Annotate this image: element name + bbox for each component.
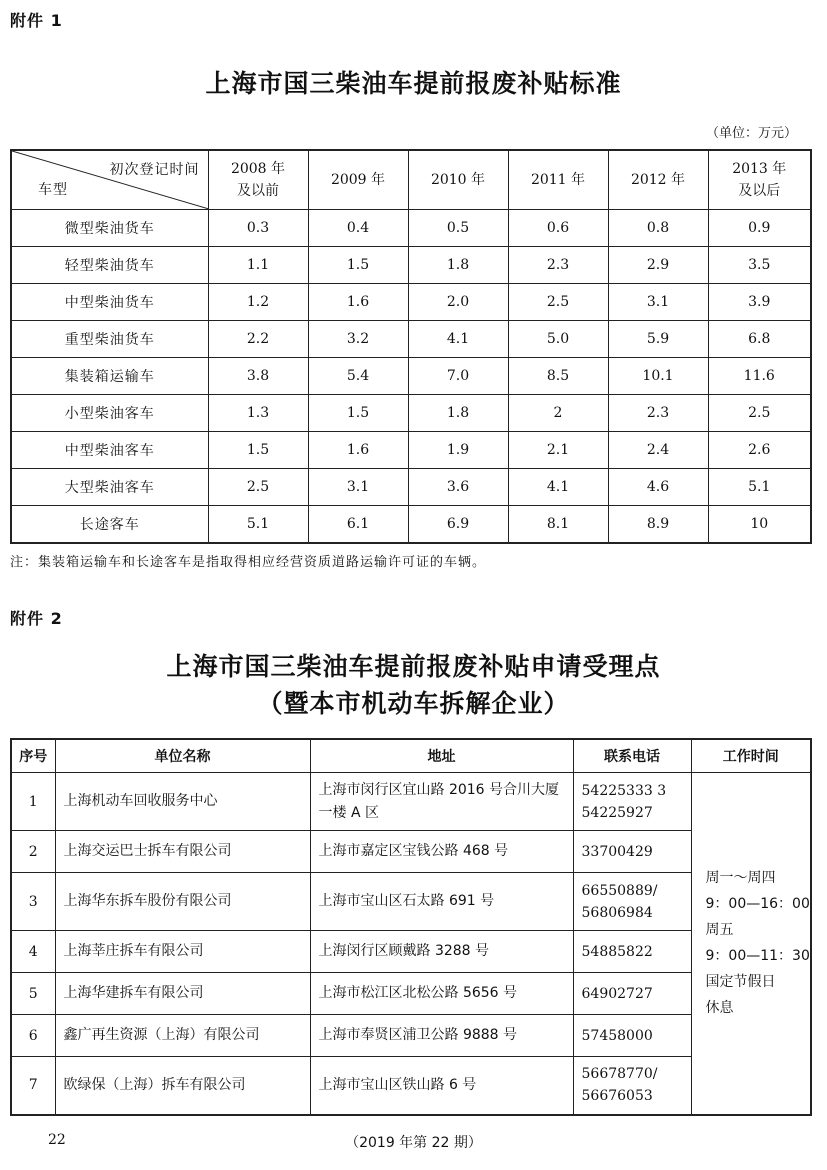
subsidy-value-cell: 1.6 xyxy=(308,432,408,469)
year-header-line: 2008 年 xyxy=(230,161,286,177)
subsidy-value-cell: 3.2 xyxy=(308,321,408,358)
subsidy-value-cell: 8.1 xyxy=(508,506,608,544)
subsidy-value-cell: 0.8 xyxy=(608,210,708,247)
subsidy-value-cell: 3.1 xyxy=(608,284,708,321)
header-vehicle-type: 车型 xyxy=(38,182,68,198)
company-name-cell: 上海交运巴士拆车有限公司 xyxy=(55,831,310,873)
header-company-name: 单位名称 xyxy=(55,739,310,773)
subsidy-value-cell: 2.6 xyxy=(708,432,811,469)
phone-number: 56806984 xyxy=(581,904,653,921)
phone-cell xyxy=(573,1057,691,1115)
phone-number: 54885822 xyxy=(581,943,653,960)
vehicle-type-cell: 中型柴油客车 xyxy=(11,432,208,469)
address-cell: 上海市嘉定区宝钱公路 468 号 xyxy=(310,831,573,873)
phone-number: 56678770/ xyxy=(581,1066,658,1083)
subsidy-value-cell: 0.3 xyxy=(208,210,308,247)
phone-cell xyxy=(573,773,691,831)
address-cell: 上海闵行区顾戴路 3288 号 xyxy=(310,931,573,973)
table-row xyxy=(11,432,811,469)
seq-cell: 6 xyxy=(11,1015,55,1057)
address-cell: 上海市闵行区宜山路 2016 号合川大厦一楼 A 区 xyxy=(310,773,573,831)
attachment2-label: 附件 2 xyxy=(10,609,63,628)
subsidy-value-cell: 5.1 xyxy=(208,506,308,544)
seq-cell: 7 xyxy=(11,1057,55,1115)
attachment2-subtitle: （暨本市机动车拆解企业） xyxy=(257,689,570,718)
working-hours-line: 9：00—16：00 xyxy=(705,896,810,913)
table-row xyxy=(11,284,811,321)
phone-cell xyxy=(573,873,691,931)
subsidy-value-cell: 2.4 xyxy=(608,432,708,469)
subsidy-value-cell: 0.5 xyxy=(408,210,508,247)
working-hours-line: 9：00—11：30 xyxy=(705,948,810,965)
seq-cell: 4 xyxy=(11,931,55,973)
subsidy-value-cell: 2.3 xyxy=(608,395,708,432)
table-row xyxy=(11,247,811,284)
vehicle-type-cell: 大型柴油客车 xyxy=(11,469,208,506)
table-row xyxy=(11,506,811,544)
attachment2-title: 上海市国三柴油车提前报废补贴申请受理点 xyxy=(166,652,661,681)
subsidy-value-cell: 5.1 xyxy=(708,469,811,506)
phone-number: 56676053 xyxy=(581,1088,653,1105)
subsidy-standard-table xyxy=(10,149,812,544)
seq-cell: 5 xyxy=(11,973,55,1015)
table-row xyxy=(11,210,811,247)
phone-number: 57458000 xyxy=(581,1027,653,1044)
subsidy-value-cell: 3.9 xyxy=(708,284,811,321)
subsidy-value-cell: 2.3 xyxy=(508,247,608,284)
vehicle-type-cell: 轻型柴油货车 xyxy=(11,247,208,284)
working-hours-cell xyxy=(691,773,811,1115)
year-header-line: 及以后 xyxy=(738,183,781,199)
seq-cell: 1 xyxy=(11,773,55,831)
seq-cell: 3 xyxy=(11,873,55,931)
unit-label: （单位：万元） xyxy=(705,126,797,141)
subsidy-value-cell: 1.5 xyxy=(308,395,408,432)
vehicle-type-cell: 集装箱运输车 xyxy=(11,358,208,395)
year-header-line: 2013 年 xyxy=(732,161,787,177)
table-header-row xyxy=(11,739,811,773)
table-row xyxy=(11,773,811,831)
subsidy-value-cell: 3.6 xyxy=(408,469,508,506)
year-header-line: 2010 年 xyxy=(430,172,486,188)
header-registration-time: 初次登记时间 xyxy=(109,162,200,178)
phone-number: 54225927 xyxy=(581,804,653,821)
year-header-cell xyxy=(208,150,308,210)
subsidy-value-cell: 1.1 xyxy=(208,247,308,284)
subsidy-value-cell: 2 xyxy=(508,395,608,432)
subsidy-value-cell: 4.6 xyxy=(608,469,708,506)
table-note: 注：集装箱运输车和长途客车是指取得相应经营资质道路运输许可证的车辆。 xyxy=(10,555,487,570)
phone-cell xyxy=(573,931,691,973)
subsidy-value-cell: 2.2 xyxy=(208,321,308,358)
working-hours-line: 休息 xyxy=(705,1000,734,1017)
subsidy-value-cell: 2.5 xyxy=(708,395,811,432)
subsidy-value-cell: 5.0 xyxy=(508,321,608,358)
diagonal-header-cell xyxy=(11,150,208,210)
working-hours-line: 国定节假日 xyxy=(705,974,776,991)
subsidy-value-cell: 6.1 xyxy=(308,506,408,544)
working-hours-line: 周五 xyxy=(705,922,734,939)
table-row xyxy=(11,358,811,395)
subsidy-value-cell: 1.8 xyxy=(408,247,508,284)
subsidy-value-cell: 0.9 xyxy=(708,210,811,247)
subsidy-value-cell: 10 xyxy=(708,506,811,544)
attachment1-label: 附件 1 xyxy=(10,11,63,30)
subsidy-value-cell: 1.9 xyxy=(408,432,508,469)
year-header-cell xyxy=(708,150,811,210)
company-name-cell: 上海华建拆车有限公司 xyxy=(55,973,310,1015)
year-header-cell xyxy=(408,150,508,210)
year-header-line: 2011 年 xyxy=(530,172,586,188)
subsidy-value-cell: 6.8 xyxy=(708,321,811,358)
company-name-cell: 上海华东拆车股份有限公司 xyxy=(55,873,310,931)
subsidy-value-cell: 1.3 xyxy=(208,395,308,432)
subsidy-value-cell: 8.9 xyxy=(608,506,708,544)
subsidy-value-cell: 11.6 xyxy=(708,358,811,395)
subsidy-value-cell: 1.5 xyxy=(208,432,308,469)
phone-cell xyxy=(573,973,691,1015)
subsidy-value-cell: 2.5 xyxy=(508,284,608,321)
company-name-cell: 欧绿保（上海）拆车有限公司 xyxy=(55,1057,310,1115)
table-row xyxy=(11,321,811,358)
company-name-cell: 上海莘庄拆车有限公司 xyxy=(55,931,310,973)
year-header-cell xyxy=(308,150,408,210)
address-cell: 上海市奉贤区浦卫公路 9888 号 xyxy=(310,1015,573,1057)
working-hours-line: 周一～周四 xyxy=(705,870,776,887)
table-row xyxy=(11,395,811,432)
subsidy-value-cell: 8.5 xyxy=(508,358,608,395)
subsidy-value-cell: 6.9 xyxy=(408,506,508,544)
seq-cell: 2 xyxy=(11,831,55,873)
subsidy-value-cell: 7.0 xyxy=(408,358,508,395)
subsidy-value-cell: 1.6 xyxy=(308,284,408,321)
subsidy-value-cell: 0.6 xyxy=(508,210,608,247)
address-cell: 上海市松江区北松公路 5656 号 xyxy=(310,973,573,1015)
attachment1-title: 上海市国三柴油车提前报废补贴标准 xyxy=(205,69,622,98)
vehicle-type-cell: 长途客车 xyxy=(11,506,208,544)
vehicle-type-cell: 小型柴油客车 xyxy=(11,395,208,432)
subsidy-value-cell: 2.1 xyxy=(508,432,608,469)
subsidy-value-cell: 5.9 xyxy=(608,321,708,358)
subsidy-value-cell: 4.1 xyxy=(408,321,508,358)
year-header-line: 及以前 xyxy=(237,183,279,199)
acceptance-points-table xyxy=(10,738,812,1116)
phone-number: 54225333 3 xyxy=(581,782,667,799)
phone-cell xyxy=(573,831,691,873)
subsidy-value-cell: 3.5 xyxy=(708,247,811,284)
vehicle-type-cell: 重型柴油货车 xyxy=(11,321,208,358)
subsidy-value-cell: 2.9 xyxy=(608,247,708,284)
phone-number: 33700429 xyxy=(581,843,653,860)
company-name-cell: 鑫广再生资源（上海）有限公司 xyxy=(55,1015,310,1057)
table-row xyxy=(11,469,811,506)
year-header-line: 2012 年 xyxy=(630,172,686,188)
subsidy-value-cell: 5.4 xyxy=(308,358,408,395)
year-header-line: 2009 年 xyxy=(330,172,386,188)
subsidy-value-cell: 0.4 xyxy=(308,210,408,247)
subsidy-value-cell: 1.2 xyxy=(208,284,308,321)
table-header-row xyxy=(11,150,811,210)
header-phone: 联系电话 xyxy=(573,739,691,773)
subsidy-value-cell: 2.5 xyxy=(208,469,308,506)
year-header-cell xyxy=(608,150,708,210)
phone-number: 66550889/ xyxy=(581,882,658,899)
subsidy-value-cell: 3.1 xyxy=(308,469,408,506)
vehicle-type-cell: 微型柴油货车 xyxy=(11,210,208,247)
subsidy-value-cell: 1.5 xyxy=(308,247,408,284)
address-cell: 上海市宝山区石太路 691 号 xyxy=(310,873,573,931)
header-working-hours: 工作时间 xyxy=(691,739,811,773)
subsidy-value-cell: 10.1 xyxy=(608,358,708,395)
year-header-cell xyxy=(508,150,608,210)
page-number: 22 xyxy=(48,1132,66,1148)
vehicle-type-cell: 中型柴油货车 xyxy=(11,284,208,321)
company-name-cell: 上海机动车回收服务中心 xyxy=(55,773,310,831)
subsidy-value-cell: 1.8 xyxy=(408,395,508,432)
issue-label: （2019 年第 22 期） xyxy=(345,1135,482,1151)
subsidy-value-cell: 3.8 xyxy=(208,358,308,395)
subsidy-value-cell: 2.0 xyxy=(408,284,508,321)
phone-cell xyxy=(573,1015,691,1057)
subsidy-value-cell: 4.1 xyxy=(508,469,608,506)
header-seq: 序号 xyxy=(11,739,55,773)
phone-number: 64902727 xyxy=(581,985,653,1002)
header-address: 地址 xyxy=(310,739,573,773)
address-cell: 上海市宝山区铁山路 6 号 xyxy=(310,1057,573,1115)
